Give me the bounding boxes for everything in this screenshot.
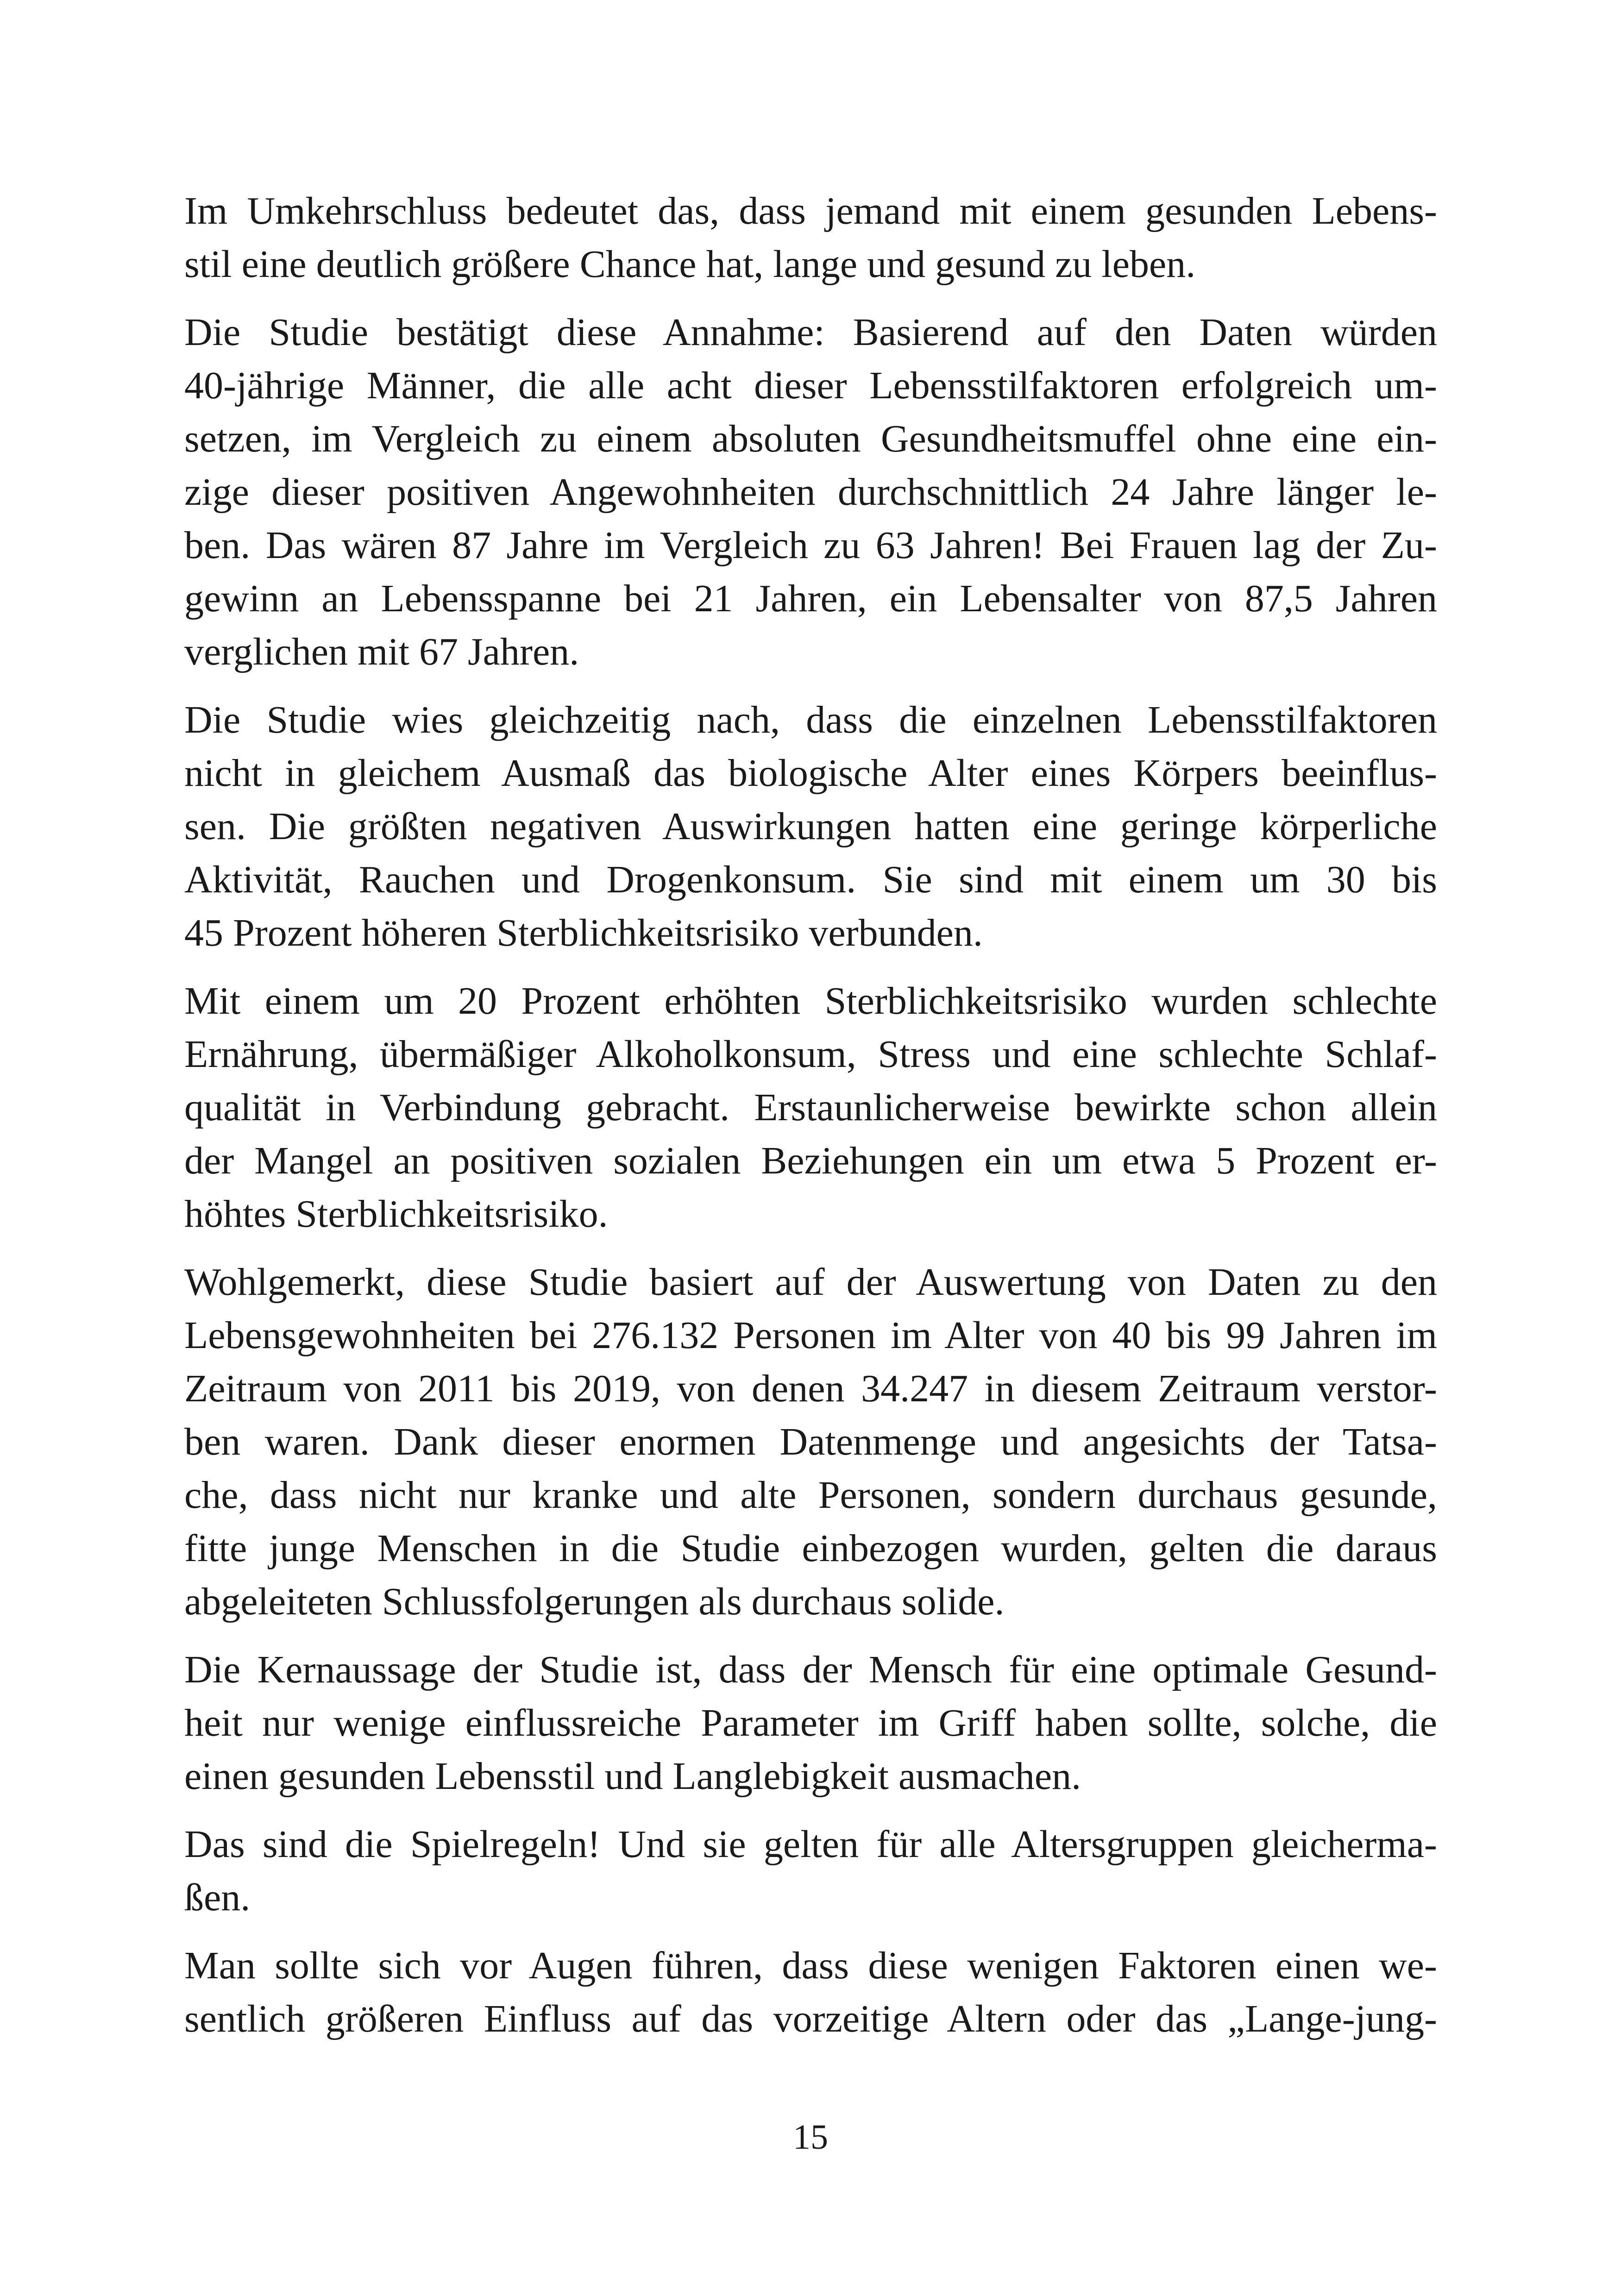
text-line: Die Studie bestätigt diese Annahme: Basierend auf den Daten würden <box>184 311 1437 354</box>
paragraph <box>184 1939 1437 2045</box>
paragraph <box>184 1818 1437 1924</box>
text-line: sen. Die größten negativen Auswirkungen hatten eine geringe körperliche <box>184 805 1437 848</box>
text-line: Mit einem um 20 Prozent erhöhten Sterblichkeitsrisiko wurden schlechte <box>184 979 1437 1023</box>
text-line: ßen. <box>184 1876 251 1919</box>
text-line: sentlich größeren Einfluss auf das vorzeitige Altern oder das „Lange-jung- <box>184 1997 1437 2040</box>
paragraph <box>184 693 1437 960</box>
text-line: Die Studie wies gleichzeitig nach, dass die einzelnen Lebensstilfaktoren <box>184 698 1437 741</box>
text-line: setzen, im Vergleich zu einem absoluten Gesundheitsmuffel ohne eine ein- <box>184 417 1437 460</box>
page-number: 15 <box>793 2118 828 2157</box>
text-line: che, dass nicht nur kranke und alte Personen, sondern durchaus gesunde, <box>184 1474 1437 1517</box>
text-line: verglichen mit 67 Jahren. <box>184 630 579 673</box>
text-line: gewinn an Lebensspanne bei 21 Jahren, ein Lebensalter von 87,5 Jahren <box>184 577 1437 620</box>
paragraph <box>184 184 1437 291</box>
text-line: höhtes Sterblichkeitsrisiko. <box>184 1192 608 1236</box>
text-line: stil eine deutlich größere Chance hat, lange und gesund zu leben. <box>184 243 1196 286</box>
paragraph <box>184 974 1437 1241</box>
text-line: zige dieser positiven Angewohnheiten durchschnittlich 24 Jahre länger le- <box>184 470 1437 514</box>
text-line: Wohlgemerkt, diese Studie basiert auf der Auswertung von Daten zu den <box>184 1261 1437 1304</box>
text-line: Die Kernaussage der Studie ist, dass der Mensch für eine optimale Gesund- <box>184 1648 1437 1691</box>
text-line: ben waren. Dank dieser enormen Datenmenge und angesichts der Tatsa- <box>184 1420 1437 1463</box>
text-line: Das sind die Spielregeln! Und sie gelten für alle Altersgruppen gleicherma- <box>184 1823 1437 1866</box>
text-line: fitte junge Menschen in die Studie einbezogen wurden, gelten die daraus <box>184 1527 1437 1570</box>
text-line: Aktivität, Rauchen und Drogenkonsum. Sie sind mit einem um 30 bis <box>184 858 1437 901</box>
text-line: qualität in Verbindung gebracht. Erstaunlicherweise bewirkte schon allein <box>184 1086 1437 1129</box>
body-text <box>184 184 1437 2060</box>
text-line: der Mangel an positiven sozialen Beziehungen ein um etwa 5 Prozent er- <box>184 1139 1437 1182</box>
text-line: abgeleiteten Schlussfolgerungen als durchaus solide. <box>184 1580 1005 1623</box>
text-line: 45 Prozent höheren Sterblichkeitsrisiko verbunden. <box>184 911 983 954</box>
text-line: Lebensgewohnheiten bei 276.132 Personen im Alter von 40 bis 99 Jahren im <box>184 1314 1437 1357</box>
text-line: heit nur wenige einflussreiche Parameter im Griff haben sollte, solche, die <box>184 1701 1437 1744</box>
text-line: ben. Das wären 87 Jahre im Vergleich zu 63 Jahren! Bei Frauen lag der Zu- <box>184 524 1437 567</box>
text-line: Ernährung, übermäßiger Alkoholkonsum, Stress und eine schlechte Schlaf- <box>184 1033 1437 1076</box>
paragraph <box>184 306 1437 678</box>
text-line: einen gesunden Lebensstil und Langlebigkeit ausmachen. <box>184 1755 1081 1798</box>
text-line: Im Umkehrschluss bedeutet das, dass jemand mit einem gesunden Lebens- <box>184 189 1437 232</box>
text-line: nicht in gleichem Ausmaß das biologische Alter eines Körpers beeinflus- <box>184 752 1437 795</box>
paragraph <box>184 1255 1437 1628</box>
text-line: Man sollte sich vor Augen führen, dass diese wenigen Faktoren einen we- <box>184 1944 1437 1987</box>
text-line: Zeitraum von 2011 bis 2019, von denen 34.247 in diesem Zeitraum verstor- <box>184 1367 1437 1410</box>
text-line: 40-jährige Männer, die alle acht dieser Lebensstilfaktoren erfolgreich um- <box>184 364 1437 407</box>
paragraph <box>184 1643 1437 1803</box>
